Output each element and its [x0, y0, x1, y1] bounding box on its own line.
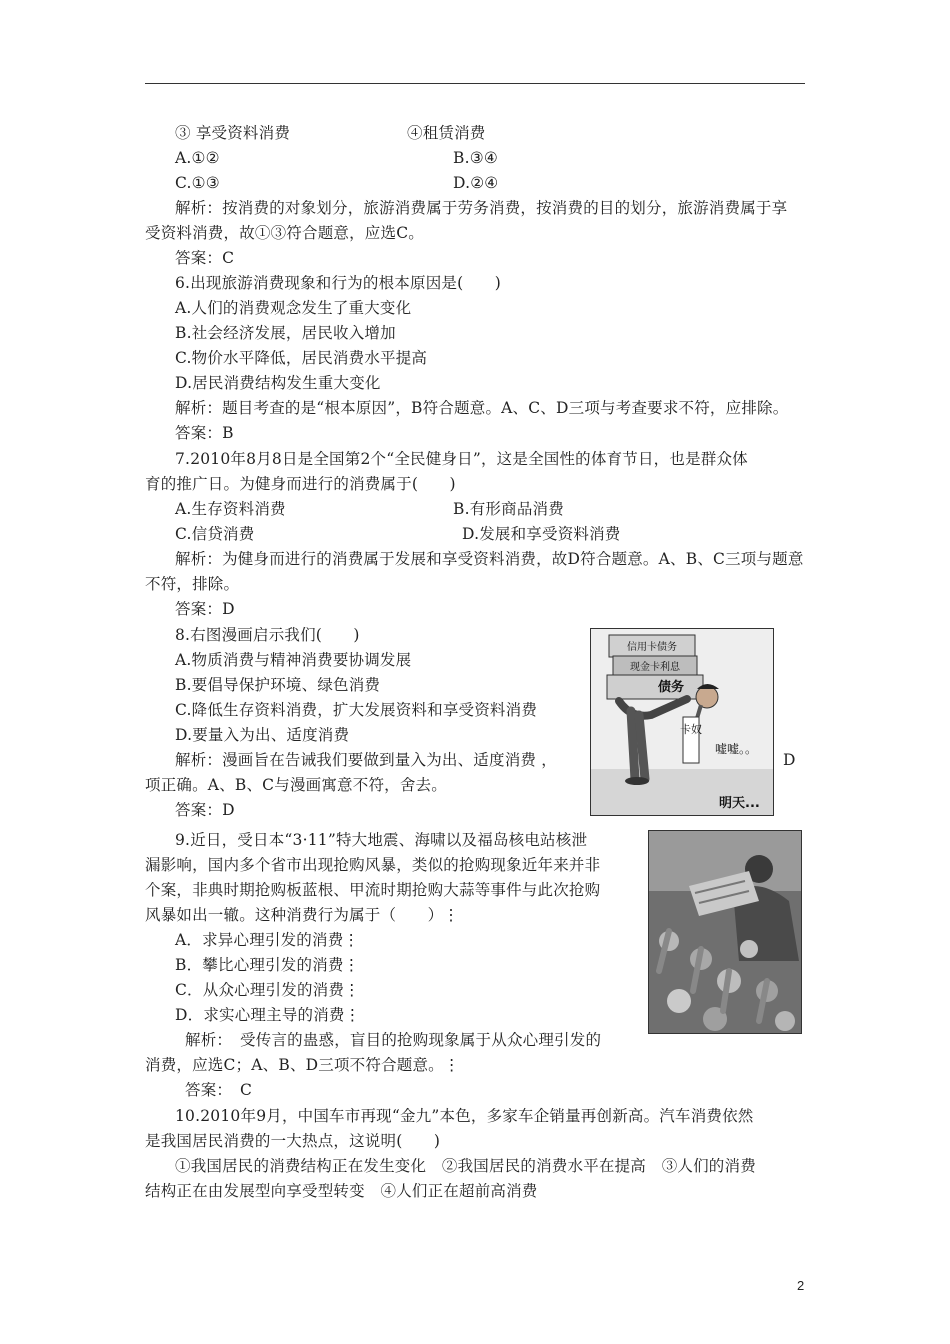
- q7-stem: 7.2010年8月8日是全国第2个“全民健身日”，这是全国性的体育节日，也是群众体: [175, 450, 748, 468]
- q8-choice-b: B.要倡导保护环境、绿色消费: [175, 676, 381, 694]
- q8-analysis-cont: 项正确。A、B、C与漫画寓意不符，舍去。: [145, 776, 447, 794]
- q7-answer: 答案：D: [175, 600, 235, 618]
- cartoon-box-credit: 信用卡债务: [627, 642, 677, 653]
- q5-answer: 答案：C: [175, 249, 235, 267]
- q8-analysis-tail: D: [783, 751, 796, 769]
- q6-choice-b: B.社会经济发展，居民收入增加: [175, 324, 396, 342]
- cartoon-speech: 嘘嘘。。: [715, 742, 758, 756]
- crowd-photo: [648, 830, 802, 1034]
- q10-options: ①我国居民的消费结构正在发生变化 ②我国居民的消费水平在提高 ③人们的消费: [175, 1157, 756, 1175]
- q6-answer: 答案：B: [175, 424, 234, 442]
- page-number: 2: [797, 1278, 805, 1293]
- q9-choice-a: A．求异心理引发的消费⋮: [175, 931, 360, 949]
- q8-choice-a: A.物质消费与精神消费要协调发展: [175, 651, 412, 669]
- q9-answer: 答案： C: [185, 1081, 253, 1099]
- cartoon-tag: 卡奴: [680, 723, 702, 736]
- q5-choice-a: A.①②: [175, 149, 220, 167]
- q6-stem: 6.出现旅游消费现象和行为的根本原因是( ): [175, 274, 501, 292]
- q6-choice-a: A.人们的消费观念发生了重大变化: [175, 299, 412, 317]
- q9-choice-c: C．从众心理引发的消费⋮: [175, 981, 360, 999]
- q5-option-4: ④租赁消费: [407, 124, 486, 142]
- q7-choice-a: A.生存资料消费: [175, 500, 286, 518]
- q7-choice-c: C.信贷消费: [175, 525, 255, 543]
- cartoon-box-cash: 现金卡利息: [630, 662, 680, 673]
- q9-choice-d: D．求实心理主导的消费⋮: [175, 1006, 361, 1024]
- q9-stem-cont-1: 漏影响，国内多个省市出现抢购风暴，类似的抢购现象近年来并非: [145, 856, 601, 874]
- q8-choice-d: D.要量入为出、适度消费: [175, 726, 350, 744]
- q8-choice-c: C.降低生存资料消费，扩大发展资料和享受资料消费: [175, 701, 538, 719]
- q6-analysis: 解析：题目考查的是“根本原因”，B符合题意。A、C、D三项与考查要求不符，应排除。: [175, 399, 789, 417]
- q8-stem: 8.右图漫画启示我们( ): [175, 626, 360, 644]
- q10-options-cont: 结构正在由发展型向享受型转变 ④人们正在超前高消费: [145, 1182, 538, 1200]
- q7-analysis-cont: 不符，排除。: [145, 575, 240, 593]
- q5-option-3: ③ 享受资料消费: [175, 124, 291, 142]
- q8-answer: 答案：D: [175, 801, 235, 819]
- q5-choice-d: D.②④: [453, 174, 499, 192]
- cartoon-caption: 明天...: [719, 796, 760, 811]
- q7-stem-cont: 育的推广日。为健身而进行的消费属于( ): [145, 475, 456, 493]
- q5-analysis-cont: 受资料消费，故①③符合题意，应选C。: [145, 224, 424, 242]
- q5-choice-b: B.③④: [453, 149, 498, 167]
- q9-stem-cont-3: 风暴如出一辙。这种消费行为属于（ ）⋮: [145, 906, 460, 924]
- q6-choice-c: C.物价水平降低，居民消费水平提高: [175, 349, 428, 367]
- cartoon-box-debt: 债务: [657, 680, 685, 695]
- q9-stem: 9.近日，受日本“3·11”特大地震、海啸以及福岛核电站核泄: [175, 831, 588, 849]
- q9-choice-b: B．攀比心理引发的消费⋮: [175, 956, 360, 974]
- q9-analysis: 解析： 受传言的蛊惑，盲目的抢购现象属于从众心理引发的: [185, 1031, 602, 1049]
- header-rule: [145, 83, 805, 84]
- q9-stem-cont-2: 个案，非典时期抢购板蓝根、甲流时期抢购大蒜等事件与此次抢购: [145, 881, 601, 899]
- q10-stem: 10.2010年9月，中国车市再现“金九”本色，多家车企销量再创新高。汽车消费依然: [175, 1107, 754, 1125]
- q6-choice-d: D.居民消费结构发生重大变化: [175, 374, 381, 392]
- q7-analysis: 解析：为健身而进行的消费属于发展和享受资料消费，故D符合题意。A、B、C三项与题意: [175, 550, 804, 568]
- q7-choice-d: D.发展和享受资料消费: [462, 525, 621, 543]
- q8-analysis: 解析：漫画旨在告诫我们要做到量入为出、适度消费 ，: [175, 751, 557, 769]
- q9-analysis-cont: 消费，应选C；A、B、D三项不符合题意。⋮: [145, 1056, 460, 1074]
- q5-analysis: 解析：按消费的对象划分，旅游消费属于劳务消费，按消费的目的划分，旅游消费属于享: [175, 199, 788, 217]
- cartoon-figure: [590, 628, 774, 816]
- q10-stem-cont: 是我国居民消费的一大热点，这说明( ): [145, 1132, 441, 1150]
- q5-choice-c: C.①③: [175, 174, 220, 192]
- q7-choice-b: B.有形商品消费: [453, 500, 564, 518]
